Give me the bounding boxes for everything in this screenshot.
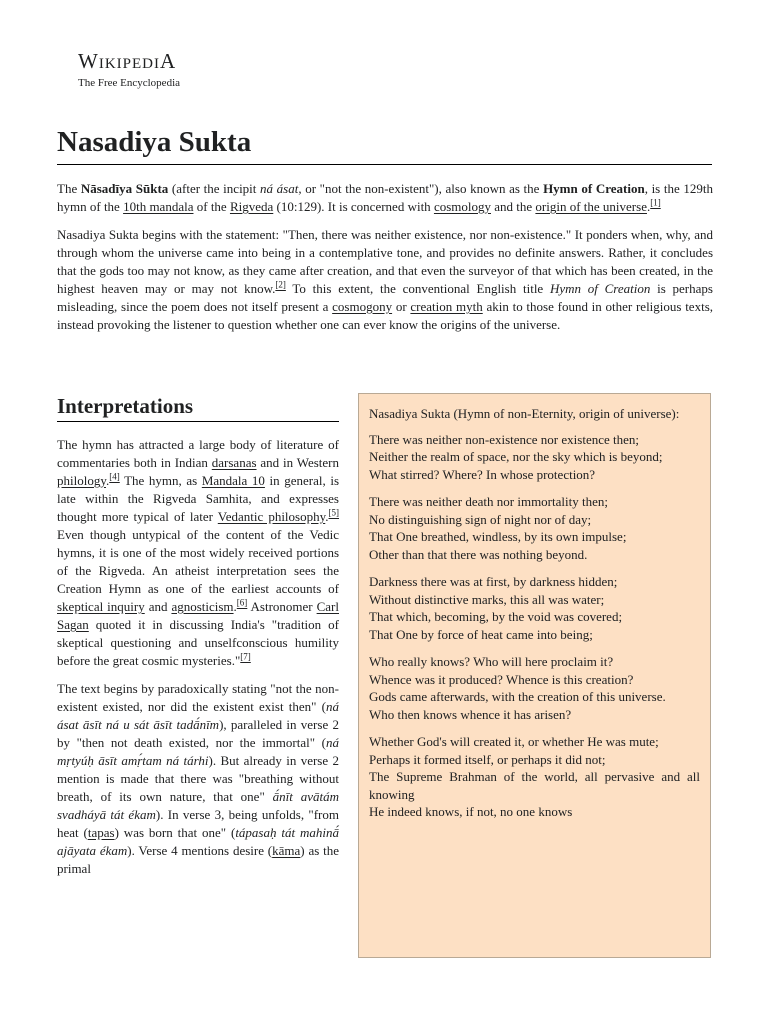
hymn-line: That which, becoming, by the void was covered; <box>369 609 623 624</box>
link-vedantic-philosophy[interactable]: Vedantic philosophy <box>217 509 326 524</box>
hymn-stanza <box>369 653 700 723</box>
hymn-line: He indeed knows, if not, no one knows <box>369 804 573 819</box>
wikipedia-logo[interactable] <box>78 50 180 89</box>
title-divider <box>57 164 712 165</box>
interpretations-body <box>57 436 339 888</box>
hymn-stanza <box>369 733 700 821</box>
hymn-line: Without distinctive marks, this all was water; <box>369 591 605 607</box>
link-creation-myth[interactable]: creation myth <box>410 299 483 314</box>
hymn-line: Who really knows? Who will here proclaim it? <box>369 654 614 669</box>
link-rigveda[interactable]: Rigveda <box>229 199 274 214</box>
hymn-line: Whether God's will created it, or whether He was mute; <box>369 734 659 749</box>
link-cosmogony[interactable]: cosmogony <box>332 299 393 314</box>
hymn-stanza <box>369 573 700 643</box>
intro-paragraph-1: The Nāsadīya Sūkta (after the incipit ná ásat, or "not the non-existent"), also known as the Hymn of Creation, is the 129th hymn of the 10th mandala of the Rigveda (10:129). It is concerned with cosmology and the origin of the universe.[1] <box>57 181 713 214</box>
citation-5[interactable]: [5] <box>328 507 340 518</box>
hymn-quote-box <box>358 393 711 958</box>
hymn-line: Who then knows whence it has arisen? <box>369 706 572 722</box>
link-mandala-10[interactable]: Mandala 10 <box>201 473 265 488</box>
link-tapas[interactable]: tapas <box>87 825 115 840</box>
hymn-line: That One breathed, windless, by its own impulse; <box>369 529 627 544</box>
link-agnosticism[interactable]: agnosticism <box>171 599 234 614</box>
hymn-line: Other than that there was nothing beyond. <box>369 546 588 562</box>
hymn-line: Neither the realm of space, nor the sky which is beyond; <box>369 449 663 464</box>
intro-paragraph-2: Nasadiya Sukta begins with the statement: "Then, there was neither existence, nor non-existence." It ponders when, why, and through whom the universe came into being in a contemplative tone, and provides no definite answers. Rather, it concludes that the gods too may not know, as they came after creation, and that even the surveyor of that which has been created, in the highest heaven may or may not know.[2] To this extent, the conventional English title Hymn of Creation is perhaps misleading, since the poem does not itself present a cosmogony or creation myth akin to those found in other religious texts, instead provoking the listener to question whether one can ever know the origins of the universe. <box>57 227 713 332</box>
intro-section <box>57 180 713 344</box>
interpretations-heading: Interpretations <box>57 394 194 418</box>
link-cosmology[interactable]: cosmology <box>433 199 491 214</box>
hymn-line: That One by force of heat came into being; <box>369 626 593 642</box>
citation-4[interactable]: [4] <box>109 471 120 482</box>
interpretations-paragraph-1: The hymn has attracted a large body of literature of commentaries both in Indian darsanas and in Western philology.[4] The hymn, as Mandala 10 in general, is late within the Rigveda Samhita, and expresses thought more typical of later Vedantic philosophy.[5] Even though untypical of the content of the Vedic hymns, it is one of the most widely received portions of the Rigveda. An atheist interpretation sees the Creation Hymn as one of the earliest accounts of skeptical inquiry and agnosticism.[6] Astronomer Carl Sagan quoted it in discussing India's "tradition of skeptical questioning and unselfconscious humility before the great cosmic mysteries."[7] <box>57 437 340 668</box>
hymn-line: Darkness there was at first, by darkness hidden; <box>369 574 618 589</box>
hymn-line: No distinguishing sign of night nor of day; <box>369 511 592 527</box>
citation-2[interactable]: [2] <box>275 279 286 290</box>
hymn-line: What stirred? Where? In whose protection? <box>369 466 596 482</box>
hymn-line: The Supreme Brahman of the world, all pervasive and all knowing <box>369 769 700 802</box>
logo-tagline: The Free Encyclopedia <box>78 77 181 89</box>
hymn-line: There was neither non-existence nor existence then; <box>369 431 639 447</box>
hymn-caption: Nasadiya Sukta (Hymn of non-Eternity, origin of universe): <box>369 406 680 421</box>
section-divider <box>57 421 339 422</box>
link-origin-of-universe[interactable]: origin of the universe <box>535 199 647 214</box>
link-kama[interactable]: kāma <box>272 843 301 858</box>
link-darsanas[interactable]: darsanas <box>211 455 257 470</box>
hymn-line: Perhaps it formed itself, or perhaps it did not; <box>369 751 606 767</box>
citation-7[interactable]: [7] <box>240 651 251 662</box>
interpretations-paragraph-2: The text begins by paradoxically stating "not the non-existent existed, nor did the existent exist then" (ná ásat āsīt ná u sát āsīt tadā́nīm), paralleled in verse 2 by "then not death existed, nor the immortal" (ná mṛtyúḥ āsīt amṛ́tam ná tárhi). But already in verse 2 mention is made that there was "breathing without breath, of its own nature, that one" ā́nīt avātám svadháyā tát ékam). In verse 3, being unfolds, "from heat (tapas) was born that one" (tápasaḥ tát mahinā́ ajāyata ékam). Verse 4 mentions desire (kāma) as the primal <box>57 681 339 876</box>
citation-1[interactable]: [1] <box>650 197 661 208</box>
link-philology[interactable]: philology <box>57 473 106 488</box>
link-skeptical-inquiry[interactable]: skeptical inquiry <box>57 599 145 614</box>
hymn-line: Gods came afterwards, with the creation of this universe. <box>369 689 666 704</box>
link-10th-mandala[interactable]: 10th mandala <box>123 199 194 214</box>
hymn-stanza <box>369 493 700 563</box>
link-carl-sagan[interactable]: Carl Sagan <box>57 599 339 632</box>
hymn-line: There was neither death nor immortality then; <box>369 494 608 509</box>
citation-6[interactable]: [6] <box>236 597 248 608</box>
page-title: Nasadiya Sukta <box>57 126 252 158</box>
logo-wordmark: WIKIPEDIA <box>78 49 177 73</box>
hymn-stanza <box>369 431 700 484</box>
hymn-line: Whence was it produced? Whence is this creation? <box>369 671 634 687</box>
